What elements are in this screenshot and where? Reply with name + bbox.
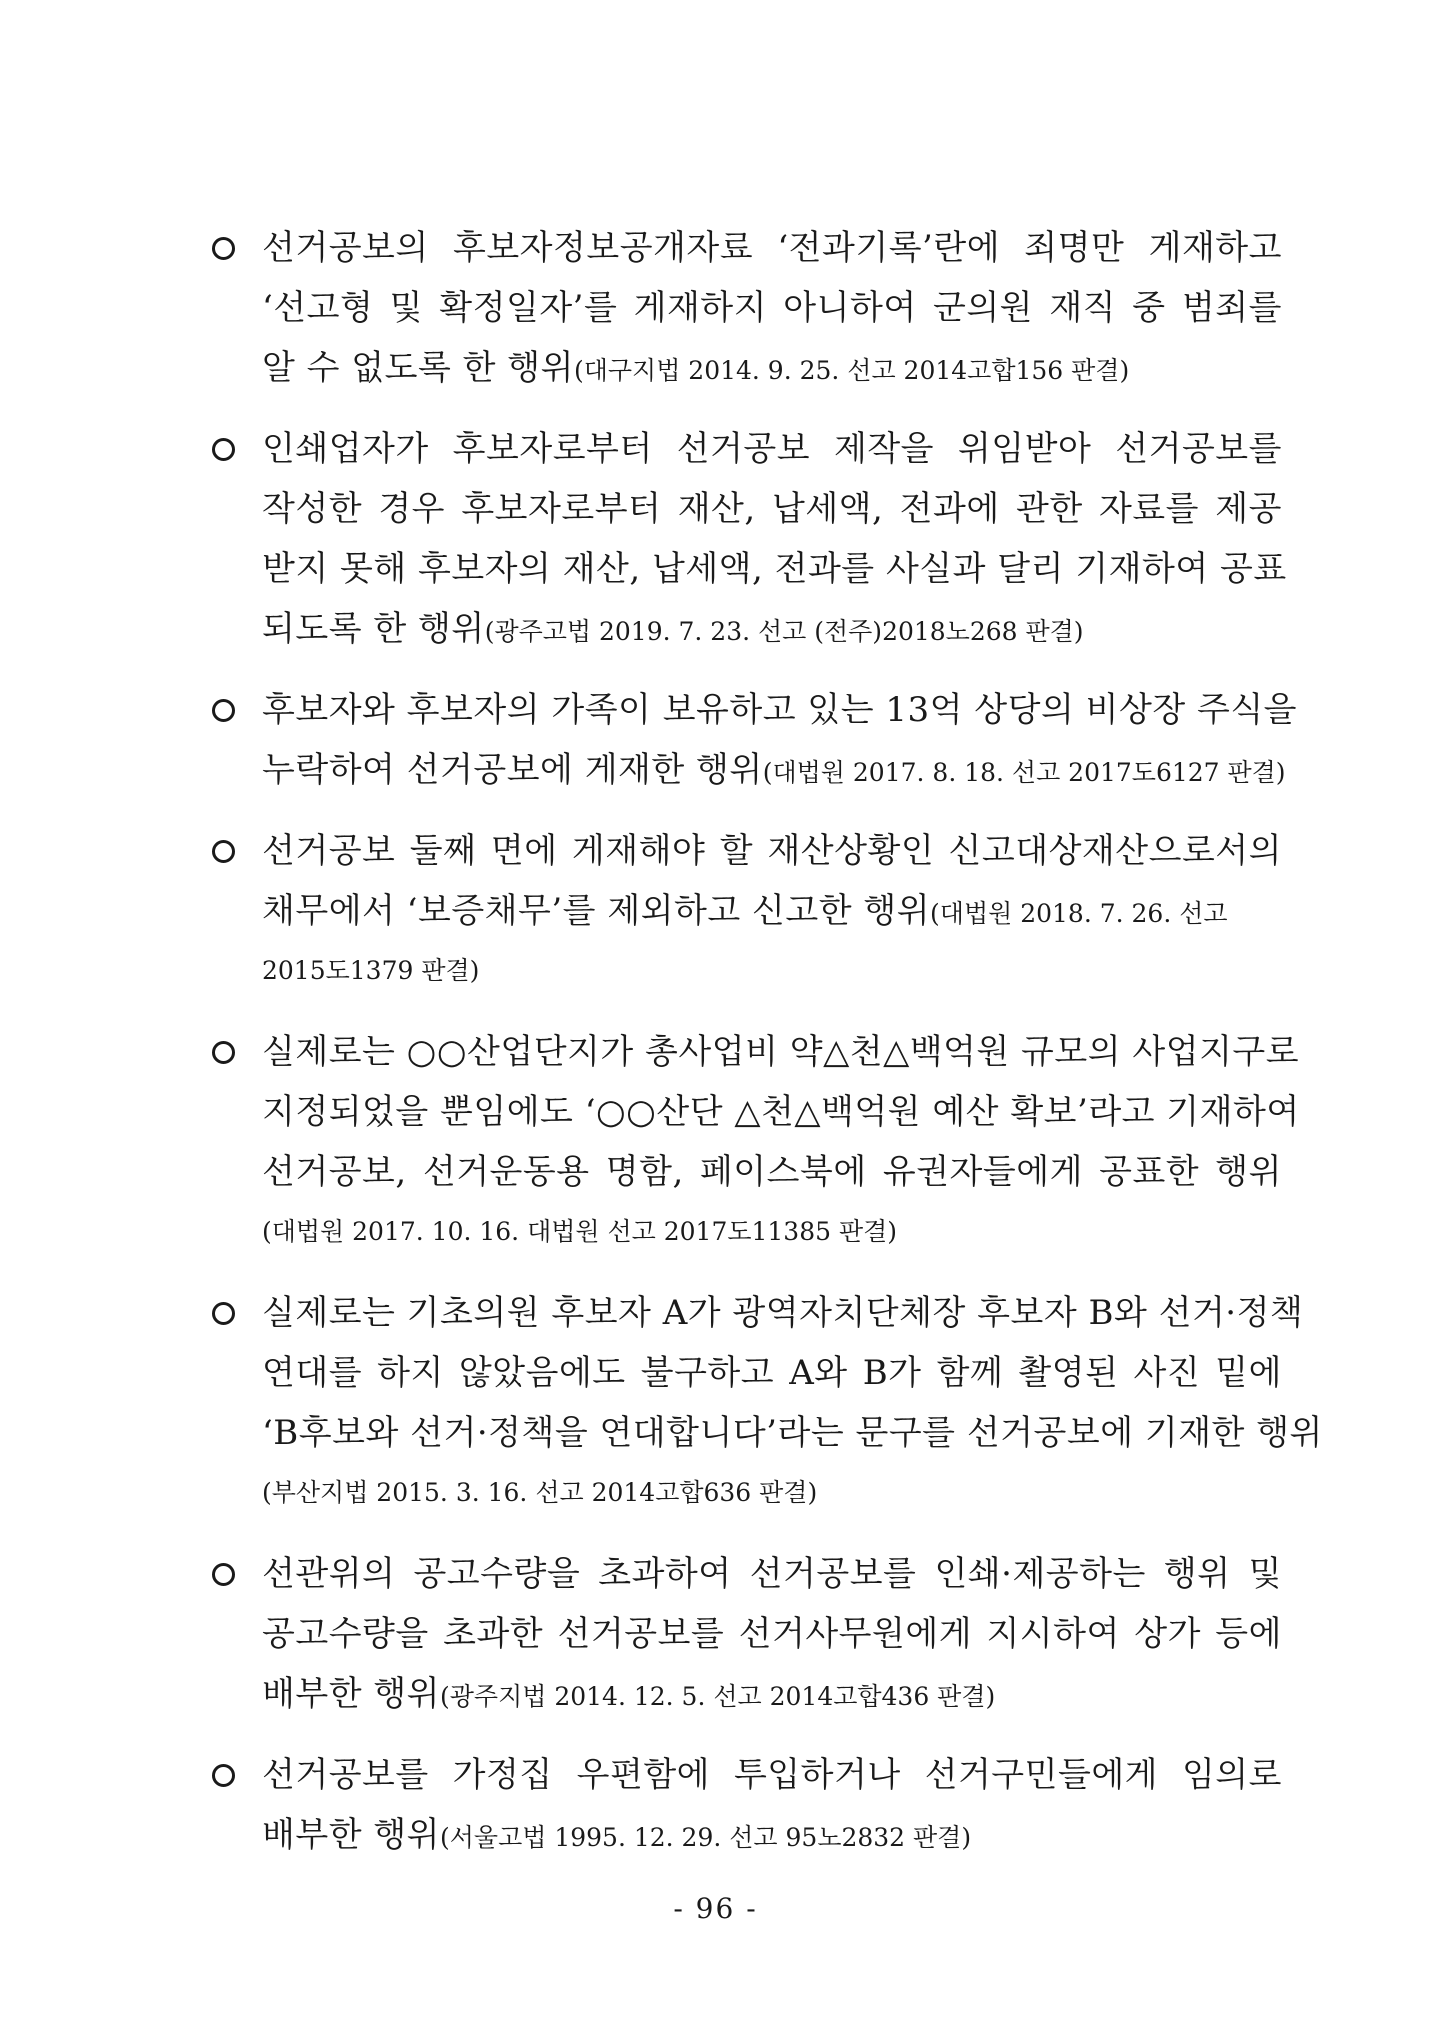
item-text: 알 수 없도록 한 행위 xyxy=(262,348,574,388)
item-text: 배부한 행위 xyxy=(262,1815,441,1855)
case-citation: (대법원 2018. 7. 26. 선고 xyxy=(930,899,1228,928)
item-text: 되도록 한 행위 xyxy=(262,609,485,649)
item-text-line: 인쇄업자가 후보자로부터 선거공보 제작을 위임받아 선거공보를 xyxy=(262,429,1282,469)
item-text-line: 지정되었을 뿐임에도 ‘○○산단 △천△백억원 예산 확보’라고 기재하여 xyxy=(262,1092,1300,1132)
item-text: 누락하여 선거공보에 게재한 행위 xyxy=(262,750,763,790)
circle-bullet-icon xyxy=(212,438,235,461)
case-citation: (대법원 2017. 10. 16. 대법원 선고 2017도11385 판결) xyxy=(262,1217,898,1246)
item-text-line: 작성한 경우 후보자로부터 재산, 납세액, 전과에 관한 자료를 제공 xyxy=(262,489,1282,529)
circle-bullet-icon xyxy=(212,1563,235,1586)
circle-bullet-icon xyxy=(212,699,235,722)
item-text-line: ‘선고형 및 확정일자’를 게재하지 아니하여 군의원 재직 중 범죄를 xyxy=(262,288,1282,328)
list-item xyxy=(212,1022,1300,1262)
item-text: 채무에서 ‘보증채무’를 제외하고 신고한 행위 xyxy=(262,891,931,931)
circle-bullet-icon xyxy=(212,840,235,863)
circle-bullet-icon xyxy=(212,1041,235,1064)
item-text-line: 선거공보의 후보자정보공개자료 ‘전과기록’란에 죄명만 게재하고 xyxy=(262,228,1282,268)
case-citation: (광주지법 2014. 12. 5. 선고 2014고합436 판결) xyxy=(440,1682,996,1711)
list-item xyxy=(212,1544,1282,1724)
item-text-line: 공고수량을 초과한 선거공보를 선거사무원에게 지시하여 상가 등에 xyxy=(262,1614,1282,1654)
item-last-line xyxy=(262,881,1282,941)
circle-bullet-icon xyxy=(212,1764,235,1787)
item-text-line: 실제로는 기초의원 후보자 A가 광역자치단체장 후보자 B와 선거·정책 xyxy=(262,1293,1304,1333)
list-item xyxy=(212,821,1282,1001)
list-item xyxy=(212,680,1298,800)
case-citation-continued: 2015도1379 판결) xyxy=(262,956,480,985)
item-text-line: 후보자와 후보자의 가족이 보유하고 있는 13억 상당의 비상장 주식을 xyxy=(262,690,1298,730)
case-citation: (광주고법 2019. 7. 23. 선고 (전주)2018노268 판결) xyxy=(484,617,1084,646)
list-item xyxy=(212,218,1282,398)
item-last-line xyxy=(262,1805,1282,1865)
item-text-line: 선관위의 공고수량을 초과하여 선거공보를 인쇄·제공하는 행위 및 xyxy=(262,1554,1282,1594)
item-text-line: ‘B후보와 선거·정책을 연대합니다’라는 문구를 선거공보에 기재한 행위 xyxy=(262,1413,1323,1453)
item-text-line: 선거공보, 선거운동용 명함, 페이스북에 유권자들에게 공표한 행위 xyxy=(262,1152,1282,1192)
item-last-line xyxy=(262,1664,1282,1724)
item-last-line xyxy=(262,599,1282,659)
list-item xyxy=(212,419,1287,659)
item-last-line xyxy=(262,740,1286,800)
page-number: - 96 - xyxy=(673,1892,758,1925)
item-text-line: 선거공보 둘째 면에 게재해야 할 재산상황인 신고대상재산으로서의 xyxy=(262,831,1282,871)
document-body xyxy=(212,218,1323,1886)
item-text-line: 받지 못해 후보자의 재산, 납세액, 전과를 사실과 달리 기재하여 공표 xyxy=(262,549,1287,589)
circle-bullet-icon xyxy=(212,1302,235,1325)
circle-bullet-icon xyxy=(212,237,235,260)
item-last-line xyxy=(262,338,1282,398)
list-item xyxy=(212,1283,1323,1523)
item-text-line: 실제로는 ○○산업단지가 총사업비 약△천△백억원 규모의 사업지구로 xyxy=(262,1032,1300,1072)
item-text-line: 선거공보를 가정집 우편함에 투입하거나 선거구민들에게 임의로 xyxy=(262,1755,1282,1795)
item-text-line: 연대를 하지 않았음에도 불구하고 A와 B가 함께 촬영된 사진 밑에 xyxy=(262,1353,1282,1393)
case-citation: (대구지법 2014. 9. 25. 선고 2014고합156 판결) xyxy=(573,356,1130,385)
list-item xyxy=(212,1745,1282,1865)
case-citation: (부산지법 2015. 3. 16. 선고 2014고합636 판결) xyxy=(262,1478,818,1507)
item-text: 배부한 행위 xyxy=(262,1674,441,1714)
case-citation: (서울고법 1995. 12. 29. 선고 95노2832 판결) xyxy=(440,1823,972,1852)
case-citation: (대법원 2017. 8. 18. 선고 2017도6127 판결) xyxy=(762,758,1286,787)
